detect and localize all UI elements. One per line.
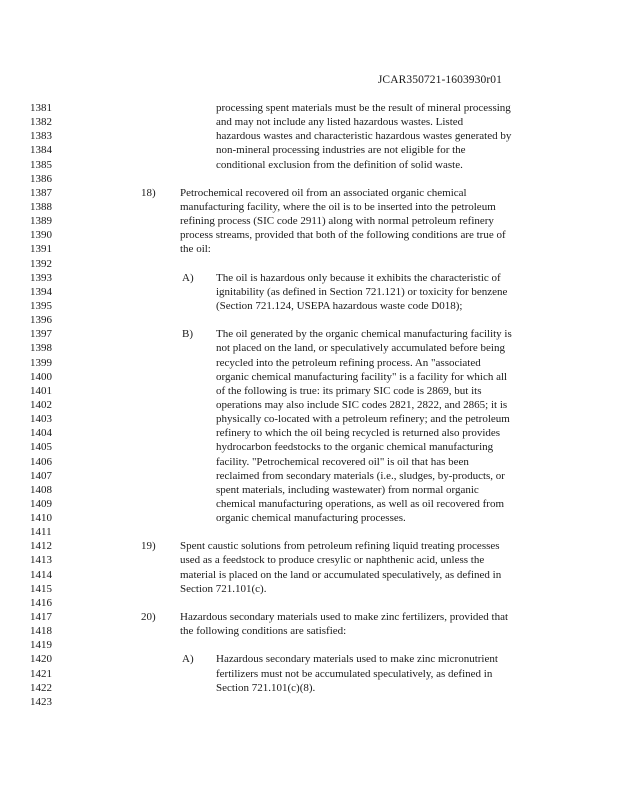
text-line: (Section 721.124, USEPA hazardous waste code D018); <box>216 299 463 312</box>
line-number: 1400 <box>30 370 52 383</box>
text-line: conditional exclusion from the definition of solid waste. <box>216 158 463 171</box>
line-number: 1410 <box>30 512 52 525</box>
text-line: fertilizers must not be accumulated speculatively, as defined in <box>216 667 493 680</box>
line-number: 1394 <box>30 285 52 298</box>
text-line: and may not include any listed hazardous wastes. Listed <box>216 116 464 129</box>
text-line: Hazardous secondary materials used to make zinc micronutrient <box>216 653 498 666</box>
list-marker: A) <box>182 271 194 284</box>
line-number: 1381 <box>30 102 52 114</box>
line-number: 1417 <box>30 611 52 624</box>
text-line: Section 721.101(c)(8). <box>216 681 316 694</box>
line-number: 1418 <box>30 625 52 638</box>
text-line: hazardous wastes and characteristic hazardous wastes generated by <box>216 130 512 143</box>
text-line: non-mineral processing industries are not eligible for the <box>216 144 466 157</box>
line-number: 1385 <box>30 158 52 171</box>
line-number: 1395 <box>30 299 52 312</box>
line-number: 1384 <box>30 144 52 157</box>
text-line: operations may also include SIC codes 2821, 2822, and 2865; it is <box>216 398 508 411</box>
list-marker: 18) <box>141 186 156 199</box>
line-number: 1392 <box>30 257 52 270</box>
text-line: the oil: <box>180 243 211 256</box>
line-number: 1401 <box>30 384 52 397</box>
line-number: 1412 <box>30 540 52 553</box>
text-line: chemical manufacturing operations, as well as oil recovered from <box>216 497 505 510</box>
line-number: 1386 <box>30 172 52 185</box>
text-line: spent materials, including wastewater) from normal organic <box>216 483 479 496</box>
line-number: 1396 <box>30 314 52 327</box>
text-line: organic chemical manufacturing facility" is a facility for which all <box>216 370 508 383</box>
line-number: 1406 <box>30 455 52 468</box>
text-line: process streams, provided that both of the following conditions are true of <box>180 229 506 242</box>
text-line: processing spent materials must be the result of mineral processing <box>216 102 511 114</box>
line-number: 1383 <box>30 130 52 143</box>
line-number: 1415 <box>30 582 52 595</box>
text-line: The oil generated by the organic chemical manufacturing facility is <box>216 328 512 341</box>
text-line: Section 721.101(c). <box>180 582 267 595</box>
list-marker: 19) <box>141 540 156 553</box>
line-number: 1398 <box>30 342 52 355</box>
line-number: 1402 <box>30 398 52 411</box>
line-number: 1423 <box>30 695 52 708</box>
text-line: not placed on the land, or speculatively accumulated before being <box>216 342 505 355</box>
line-number: 1414 <box>30 568 52 581</box>
line-number: 1390 <box>30 229 52 242</box>
line-number: 1388 <box>30 200 52 213</box>
text-line: of the following is true: its primary SIC code is 2869, but its <box>216 384 482 397</box>
text-line: recycled into the petroleum refining process. An "associated <box>216 356 481 369</box>
document-id-header: JCAR350721-1603930r01 <box>377 74 502 86</box>
text-line: The oil is hazardous only because it exhibits the characteristic of <box>216 271 501 284</box>
text-line: Hazardous secondary materials used to make zinc fertilizers, provided that <box>180 611 509 624</box>
text-line: physically co-located with a petroleum refinery; and the petroleum <box>216 413 510 426</box>
text-line: Spent caustic solutions from petroleum refining liquid treating processes <box>180 540 500 553</box>
line-number: 1382 <box>30 116 52 129</box>
text-line: reclaimed from secondary materials (i.e., sludges, by-products, or <box>216 469 505 482</box>
line-number: 1419 <box>30 639 52 652</box>
line-number: 1391 <box>30 243 52 256</box>
line-number: 1422 <box>30 681 52 694</box>
text-line: organic chemical manufacturing processes. <box>216 512 406 525</box>
line-number: 1403 <box>30 413 52 426</box>
text-line: the following conditions are satisfied: <box>180 625 347 638</box>
line-number: 1408 <box>30 483 52 496</box>
text-line: used as a feedstock to produce cresylic or naphthenic acid, unless the <box>180 554 485 567</box>
list-marker: A) <box>182 653 194 666</box>
line-number: 1411 <box>30 526 52 539</box>
line-number: 1416 <box>30 596 52 609</box>
text-line: refining process (SIC code 2911) along with normal petroleum refinery <box>180 215 494 228</box>
list-marker: B) <box>182 328 193 341</box>
line-number: 1421 <box>30 667 52 680</box>
text-line: refinery to which the oil being recycled is returned also provides <box>216 427 501 440</box>
line-number: 1389 <box>30 215 52 228</box>
line-number: 1409 <box>30 497 52 510</box>
text-line: manufacturing facility, where the oil is to be inserted into the petroleum <box>180 200 496 213</box>
text-line: ignitability (as defined in Section 721.121) or toxicity for benzene <box>216 285 508 298</box>
line-number: 1413 <box>30 554 52 567</box>
line-number: 1387 <box>30 186 52 199</box>
text-line: facility. "Petrochemical recovered oil" is oil that has been <box>216 455 469 468</box>
line-number: 1405 <box>30 441 52 454</box>
line-number: 1393 <box>30 271 52 284</box>
line-number: 1399 <box>30 356 52 369</box>
text-line: material is placed on the land or accumulated speculatively, as defined in <box>180 568 502 581</box>
line-number: 1397 <box>30 328 52 341</box>
text-line: Petrochemical recovered oil from an associated organic chemical <box>180 186 467 199</box>
list-marker: 20) <box>141 611 156 624</box>
line-number: 1420 <box>30 653 52 666</box>
line-number: 1407 <box>30 469 52 482</box>
text-line: hydrocarbon feedstocks to the organic chemical manufacturing <box>216 441 494 454</box>
line-number: 1404 <box>30 427 52 440</box>
